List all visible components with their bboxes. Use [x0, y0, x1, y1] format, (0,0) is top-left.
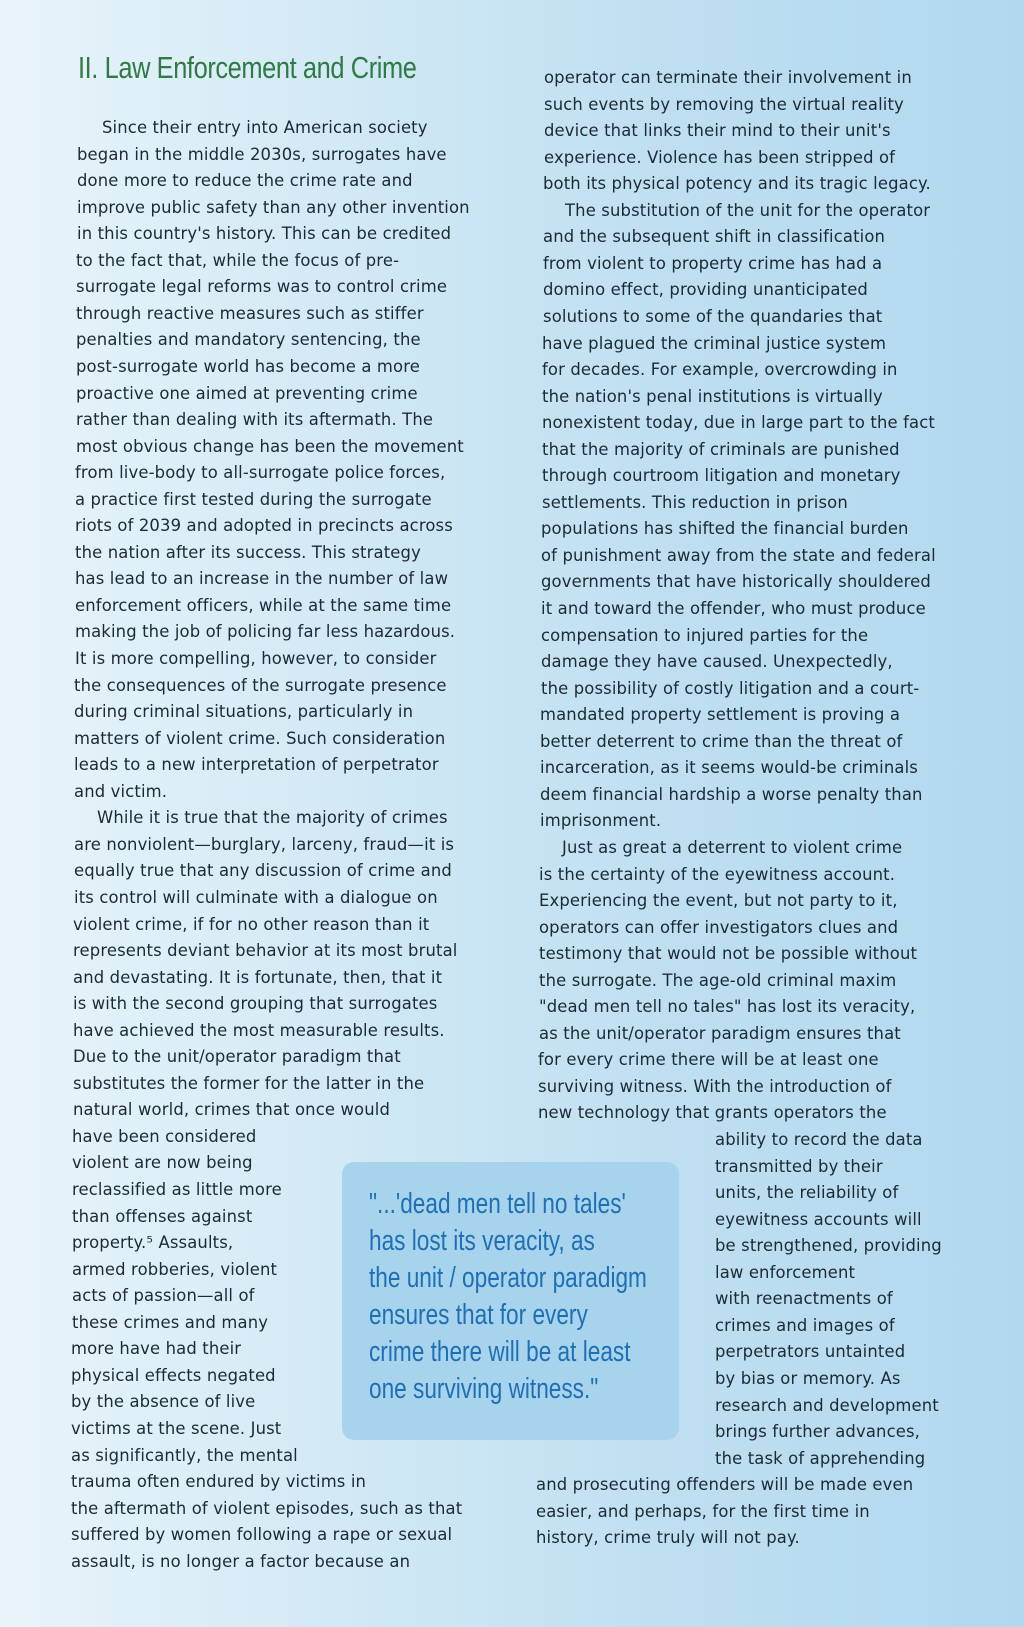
- text-line: is the certainty of the eyewitness account.: [539, 864, 896, 884]
- text-line: matters of violent crime. Such consideration: [74, 728, 446, 748]
- text-line: reclassified as little more: [72, 1180, 282, 1199]
- text-line: leads to a new interpretation of perpetrator: [74, 755, 439, 775]
- section-heading: II. Law Enforcement and Crime: [78, 50, 417, 85]
- text-line: have plagued the criminal justice system: [542, 333, 887, 353]
- text-line: research and development: [715, 1395, 939, 1415]
- text-line: the surrogate. The age-old criminal maxim: [539, 970, 897, 990]
- text-line: testimony that would not be possible without: [539, 944, 918, 964]
- text-line: to the fact that, while the focus of pre-: [76, 250, 400, 270]
- text-line: units, the reliability of: [715, 1183, 899, 1203]
- text-line: making the job of policing far less hazardous.: [75, 622, 456, 642]
- text-line: represents deviant behavior at its most brutal: [73, 941, 458, 961]
- text-line: trauma often endured by victims in: [71, 1472, 367, 1492]
- text-line: "dead men tell no tales" has lost its veracity,: [539, 997, 916, 1017]
- text-line: such events by removing the virtual reality: [544, 94, 904, 114]
- text-line: a practice first tested during the surrogate: [75, 489, 432, 509]
- text-line: through courtroom litigation and monetary: [542, 466, 901, 486]
- text-line: new technology that grants operators the: [538, 1103, 887, 1123]
- text-line: violent crime, if for no other reason than it: [73, 914, 430, 934]
- text-line: during criminal situations, particularly in: [74, 702, 414, 722]
- text-line: its control will culminate with a dialogue on: [74, 887, 438, 907]
- text-line: substitutes the former for the latter in the: [73, 1073, 425, 1093]
- pull-quote: [342, 1162, 679, 1440]
- text-line: suffered by women following a rape or sexual: [71, 1525, 453, 1545]
- text-line: from live-body to all-surrogate police forces,: [75, 463, 446, 483]
- text-line: by bias or memory. As: [715, 1368, 901, 1388]
- text-line: surrogate legal reforms was to control crime: [76, 277, 448, 297]
- text-line: as the unit/operator paradigm ensures that: [539, 1023, 901, 1043]
- text-line: solutions to some of the quandaries that: [543, 306, 883, 326]
- text-line: and devastating. It is fortunate, then, that it: [73, 967, 443, 987]
- text-line: damage they have caused. Unexpectedly,: [541, 652, 893, 672]
- text-line: be strengthened, providing: [715, 1236, 942, 1256]
- pull-quote-line: one surviving witness.": [369, 1373, 599, 1405]
- text-line: began in the middle 2030s, surrogates have: [77, 144, 447, 164]
- text-line: Due to the unit/operator paradigm that: [73, 1047, 401, 1067]
- text-line: with reenactments of: [715, 1289, 893, 1309]
- text-line: surviving witness. With the introduction of: [538, 1076, 892, 1096]
- text-line: is with the second grouping that surrogates: [73, 994, 438, 1014]
- text-line: The substitution of the unit for the operator: [565, 200, 931, 220]
- text-line: device that links their mind to their unit's: [544, 121, 891, 141]
- text-line: domino effect, providing unanticipated: [543, 280, 868, 300]
- text-line: in this country's history. This can be credited: [77, 224, 452, 244]
- text-line: are nonviolent—burglary, larceny, fraud—it is: [74, 834, 455, 854]
- text-line: Just as great a deterrent to violent crime: [562, 837, 903, 857]
- text-line: perpetrators untainted: [715, 1342, 906, 1362]
- text-line: have been considered: [72, 1126, 257, 1146]
- text-line: that the majority of criminals are punished: [542, 439, 900, 459]
- text-line: acts of passion—all of: [72, 1286, 255, 1306]
- text-line: crimes and images of: [715, 1315, 895, 1335]
- pull-quote-line: ensures that for every: [369, 1299, 588, 1331]
- text-line: assault, is no longer a factor because an: [71, 1551, 411, 1571]
- text-line: easier, and perhaps, for the first time in: [536, 1501, 870, 1521]
- text-line: operator can terminate their involvement in: [544, 68, 912, 87]
- text-line: equally true that any discussion of crime and: [74, 861, 452, 881]
- text-line: the consequences of the surrogate presence: [74, 675, 447, 695]
- text-line: penalties and mandatory sentencing, the: [76, 330, 421, 350]
- text-line: better deterrent to crime than the threat of: [540, 731, 903, 751]
- text-line: nonexistent today, due in large part to the fact: [542, 413, 935, 433]
- text-line: experience. Violence has been stripped of: [544, 147, 896, 167]
- text-line: natural world, crimes that once would: [73, 1100, 390, 1120]
- text-line: the nation after its success. This strategy: [75, 542, 421, 562]
- text-line: operators can offer investigators clues and: [539, 917, 899, 937]
- text-line: rather than dealing with its aftermath. The: [76, 410, 434, 430]
- text-line: victims at the scene. Just: [71, 1418, 282, 1438]
- text-line: by the absence of live: [71, 1392, 256, 1412]
- text-line: more have had their: [71, 1339, 242, 1359]
- text-line: the aftermath of violent episodes, such as that: [71, 1498, 463, 1518]
- text-line: the possibility of costly litigation and a court-: [541, 678, 920, 698]
- text-line: for every crime there will be at least one: [538, 1050, 879, 1070]
- text-line: the task of apprehending: [715, 1448, 926, 1468]
- text-line: settlements. This reduction in prison: [542, 492, 848, 512]
- text-line: mandated property settlement is proving a: [540, 705, 901, 725]
- pull-quote-line: has lost its veracity, as: [369, 1225, 595, 1257]
- text-line: have achieved the most measurable results.: [73, 1020, 445, 1040]
- text-line: enforcement officers, while at the same time: [75, 595, 452, 615]
- text-line: It is more compelling, however, to consider: [75, 649, 437, 668]
- text-line: Experiencing the event, but not party to it,: [539, 891, 898, 911]
- text-line: improve public safety than any other invention: [77, 197, 470, 217]
- text-line: as significantly, the mental: [71, 1445, 298, 1465]
- text-line: incarceration, as it seems would-be criminals: [540, 758, 918, 778]
- text-line: it and toward the offender, who must produce: [541, 599, 926, 618]
- text-line: imprisonment.: [540, 811, 662, 831]
- text-line: ability to record the data: [715, 1130, 923, 1149]
- text-line: has lead to an increase in the number of law: [75, 569, 449, 589]
- text-line: populations has shifted the financial burden: [541, 519, 909, 539]
- text-line: and the subsequent shift in classification: [543, 227, 886, 247]
- text-line: armed robberies, violent: [72, 1259, 278, 1279]
- text-line: than offenses against: [72, 1206, 253, 1226]
- text-line: violent are now being: [72, 1153, 253, 1173]
- text-line: most obvious change has been the movement: [76, 436, 464, 456]
- text-line: governments that have historically shouldered: [541, 572, 931, 592]
- text-line: transmitted by their: [715, 1156, 883, 1176]
- text-line: Since their entry into American society: [102, 118, 428, 137]
- text-line: While it is true that the majority of crimes: [97, 808, 448, 828]
- text-line: history, crime truly will not pay.: [536, 1528, 800, 1548]
- text-line: and prosecuting offenders will be made even: [536, 1475, 914, 1495]
- text-line: law enforcement: [715, 1262, 856, 1282]
- text-line: the nation's penal institutions is virtually: [542, 386, 883, 406]
- pull-quote-line: "...'dead men tell no tales': [369, 1188, 626, 1220]
- text-line: from violent to property crime has had a: [543, 253, 883, 273]
- text-line: compensation to injured parties for the: [541, 625, 869, 645]
- text-line: post-surrogate world has become a more: [76, 356, 420, 376]
- text-line: riots of 2039 and adopted in precincts across: [75, 516, 453, 536]
- text-line: property.⁵ Assaults,: [72, 1233, 234, 1253]
- text-line: through reactive measures such as stiffer: [76, 303, 424, 323]
- text-line: these crimes and many: [72, 1312, 269, 1332]
- pull-quote-line: the unit / operator paradigm: [369, 1262, 647, 1294]
- text-line: done more to reduce the crime rate and: [77, 171, 413, 191]
- pull-quote-line: crime there will be at least: [369, 1336, 631, 1368]
- text-line: deem financial hardship a worse penalty than: [540, 784, 923, 804]
- text-line: and victim.: [74, 781, 168, 801]
- text-line: both its physical potency and its tragic legacy.: [543, 174, 931, 194]
- text-line: brings further advances,: [715, 1422, 921, 1442]
- text-line: physical effects negated: [71, 1365, 276, 1385]
- text-line: of punishment away from the state and federal: [541, 545, 936, 565]
- text-line: for decades. For example, overcrowding in: [542, 360, 898, 380]
- text-line: eyewitness accounts will: [715, 1209, 922, 1229]
- text-line: proactive one aimed at preventing crime: [76, 383, 418, 403]
